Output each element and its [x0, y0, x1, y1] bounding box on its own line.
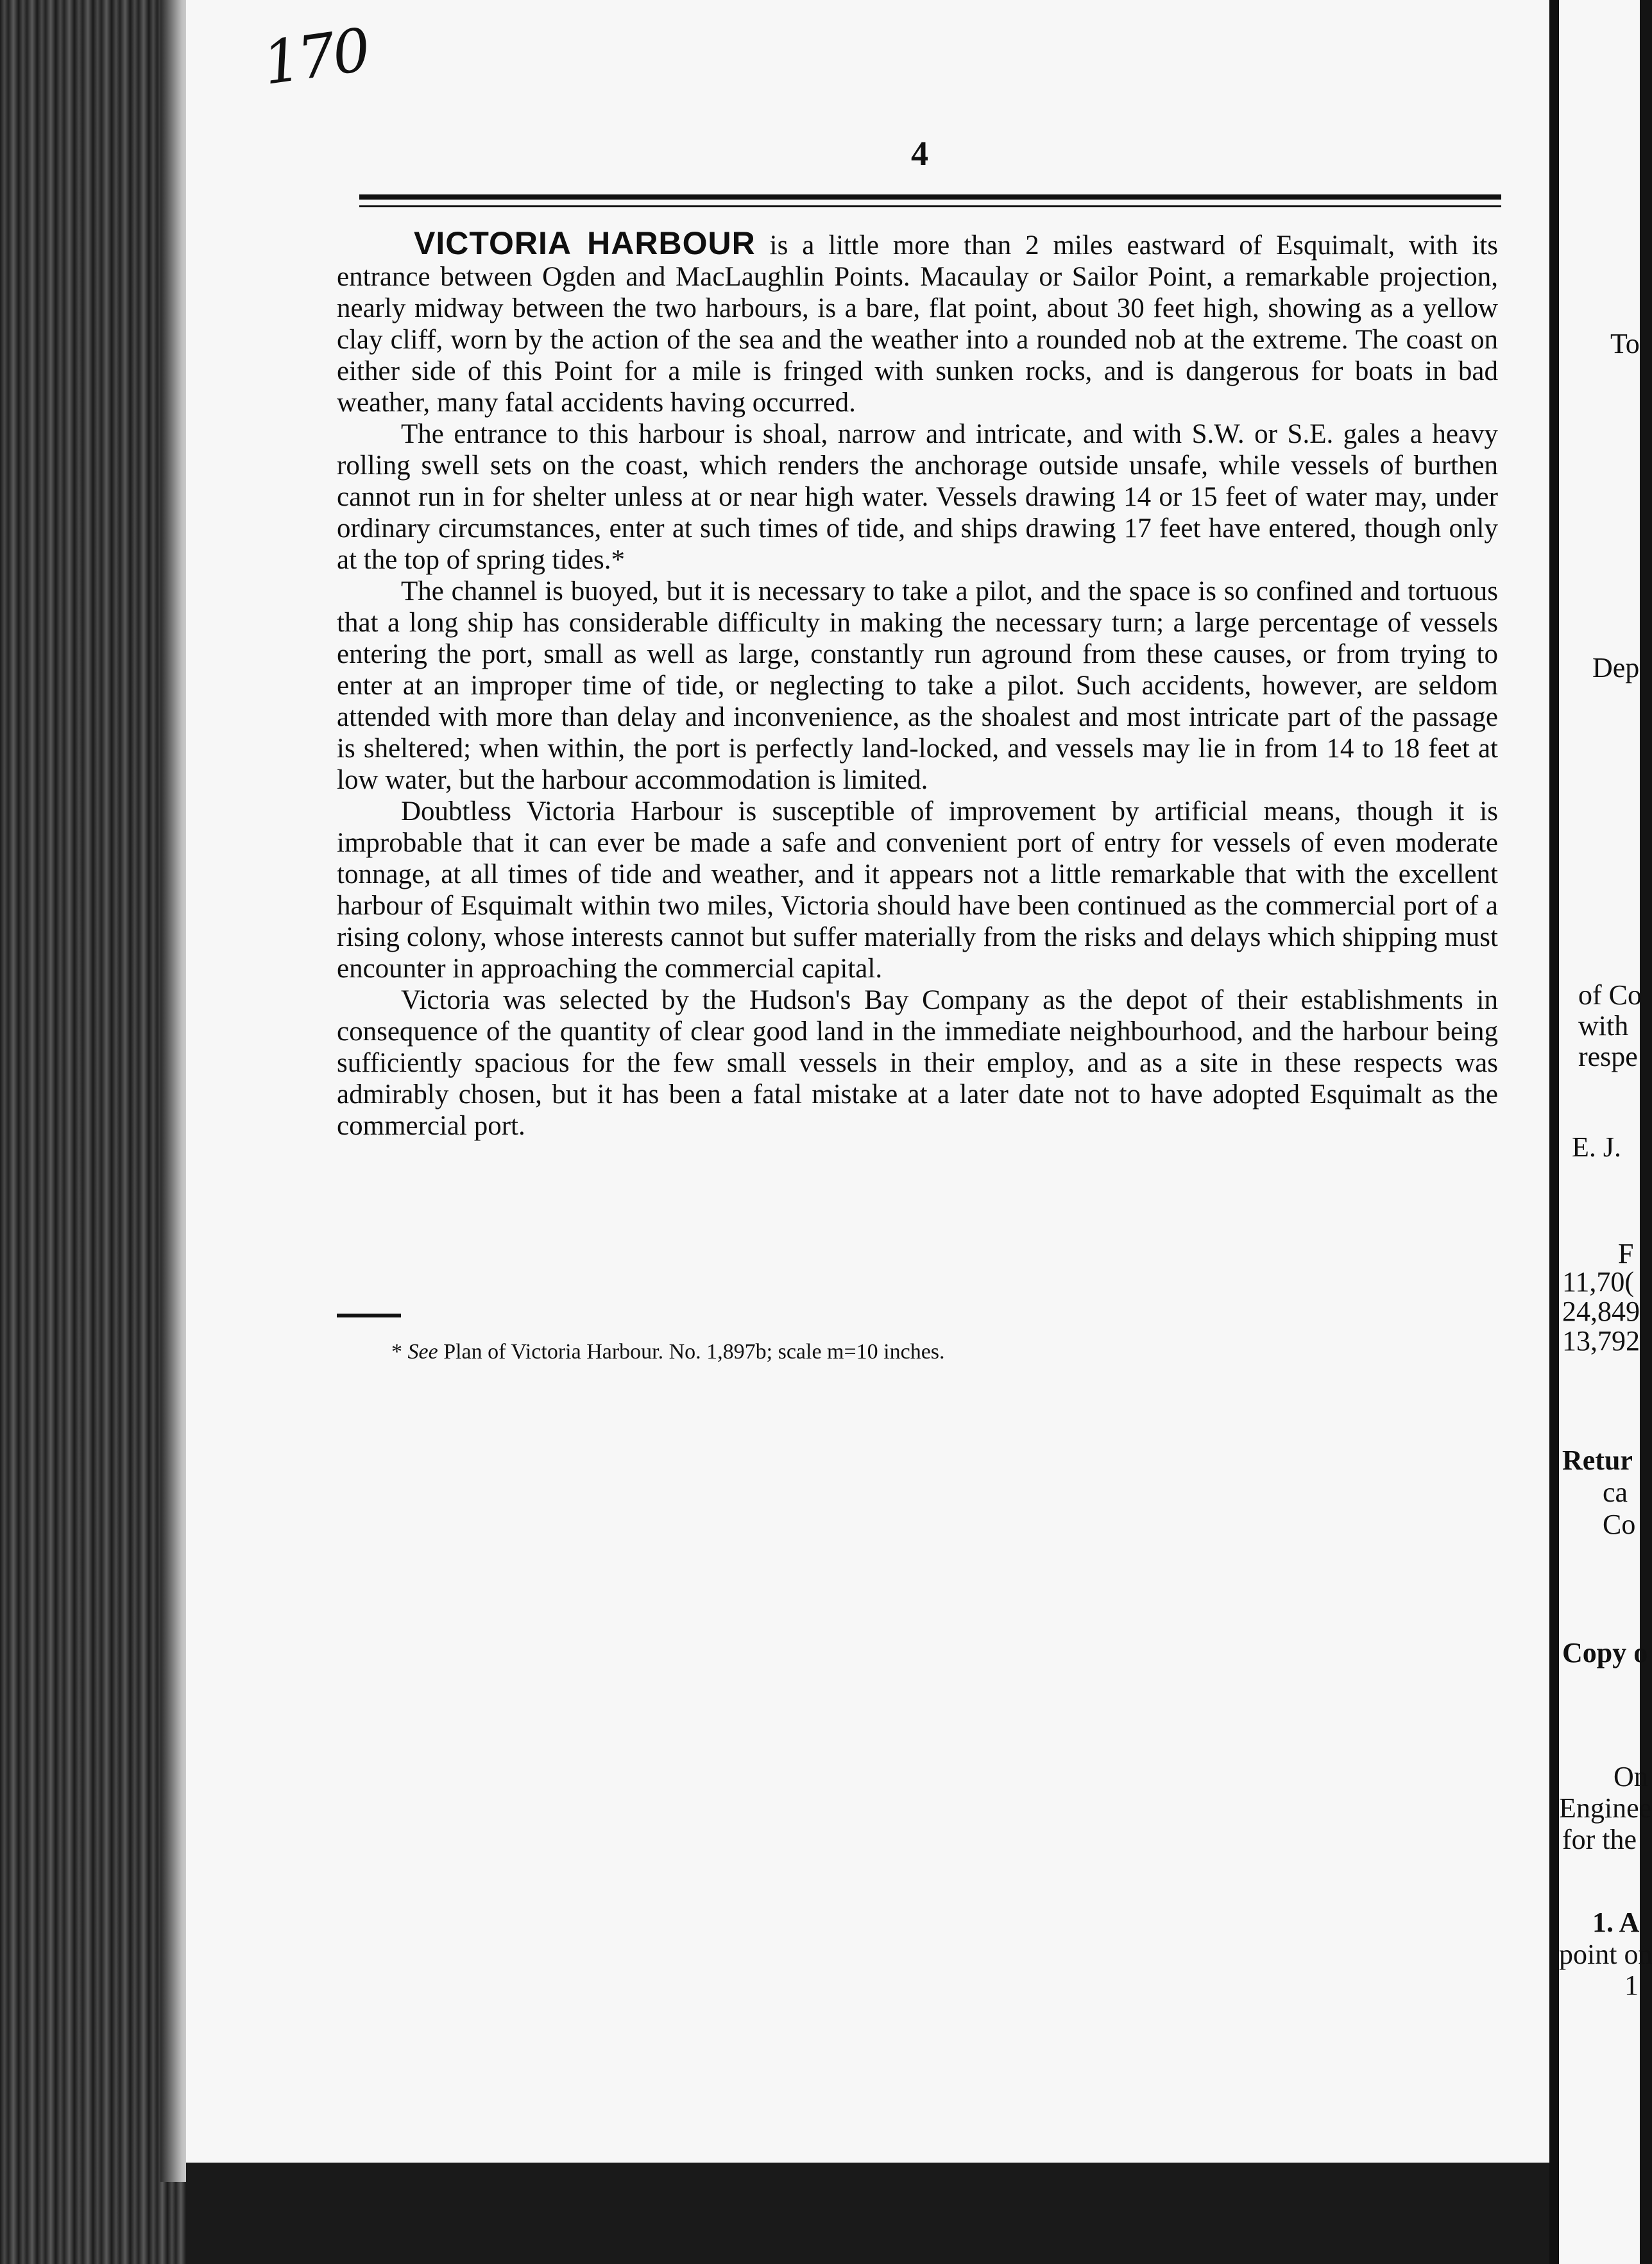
next-page-fragment: of Co [1578, 979, 1642, 1011]
next-page-fragment: with [1578, 1010, 1629, 1042]
next-page-fragment: point on [1559, 1939, 1652, 1970]
footnote-marker: * [391, 1340, 408, 1364]
printed-page-number: 4 [911, 134, 928, 173]
page-gutter [1549, 0, 1559, 2264]
next-page-fragment: 24,849 [1562, 1296, 1640, 1327]
next-page [1559, 0, 1652, 2264]
handwritten-page-number: 170 [259, 15, 373, 98]
footnote [391, 1340, 945, 1364]
next-page-fragment: respe [1578, 1041, 1638, 1072]
article-body [337, 225, 1498, 1142]
paragraph-1 [337, 225, 1498, 418]
page-bottom-shadow [186, 2163, 1549, 2264]
footnote-see: See [407, 1340, 438, 1364]
footnote-rule [337, 1314, 401, 1317]
header-rule-thin [359, 205, 1501, 207]
footnote-text: Plan of Victoria Harbour. No. 1,897b; scale m=10 inches. [438, 1340, 945, 1364]
book-binding [0, 0, 186, 2264]
header-rule-thick [359, 194, 1501, 200]
next-page-fragment: Dep [1592, 652, 1640, 683]
next-page-fragment: 13,792 [1562, 1325, 1640, 1357]
next-page-fragment: Retur [1562, 1445, 1633, 1476]
paragraph-5: Victoria was selected by the Hudson's Bay Company as the depot of their establishments in consequence of the quantity of clear good land in the immediate neighbourhood, and the harbour being sufficiently spacious for the few small vessels in their employ, and as a site in these respects was admirably chosen, but it has been a fatal mistake at a later date not to have adopted Esquimalt as the commercial port. [337, 985, 1498, 1141]
next-page-fragment: for the [1562, 1824, 1637, 1855]
next-page-fragment: Enginee [1559, 1792, 1652, 1824]
next-page-fragment: 1. A [1592, 1907, 1640, 1938]
next-page-fragment: E. J. [1572, 1131, 1621, 1163]
next-page-fragment: On [1614, 1761, 1648, 1792]
paragraph-3: The channel is buoyed, but it is necessary to take a pilot, and the space is so confined and tortuous that a long ship has considerable difficulty in making the necessary turn; a large percentage of vessels entering the port, small as well as large, constantly run aground from these causes, or from trying to enter at an improper time of tide, or neglecting to take a pilot. Such accidents, however, are seldom attended with more than delay and inconvenience, as the shoalest and most intricate part of the passage is sheltered; when within, the port is perfectly land-locked, and vessels may lie in from 14 to 18 feet at low water, but the harbour accommodation is limited. [337, 576, 1498, 795]
next-page-fragment: 1 [1624, 1969, 1639, 2001]
paragraph-2: The entrance to this harbour is shoal, narrow and intricate, and with S.W. or S.E. gales a heavy rolling swell sets on the coast, which renders the anchorage outside unsafe, while vessels of burthen cannot run in for shelter unless at or near high water. Vessels drawing 14 or 15 feet of water may, under ordinary circumstances, enter at such times of tide, and ships drawing 17 feet have entered, though only at the top of spring tides.* [337, 419, 1498, 575]
next-page-fragment: ca [1603, 1477, 1628, 1508]
next-page-fragment: Copy o [1562, 1637, 1648, 1668]
next-page-fragment: To [1610, 328, 1640, 359]
next-page-fragment: 11,70( [1562, 1266, 1635, 1298]
paragraph-text: is a little more than 2 miles eastward of Esquimalt, with its entrance between Ogden and MacLaughlin Points. Macaulay or Sailor Point, a remarkable projection, nearly midway between the two harbours, is a bare, flat point, about 30 feet high, showing as a yellow clay cliff, worn by the action of the sea and the weather into a rounded nob at the extreme. The coast on either side of this Point for a mile is fringed with sunken rocks, and is dangerous for boats in bad weather, many fatal accidents having occurred. [337, 230, 1498, 418]
next-page-fragment: Co [1603, 1509, 1636, 1540]
paragraph-4: Doubtless Victoria Harbour is susceptible of improvement by artificial means, though it is improbable that it can ever be made a safe and convenient port of entry for vessels of even moderate tonnage, at all times of tide and weather, and it appears not a little remarkable that with the excellent harbour of Esquimalt within two miles, Victoria should have been continued as the commercial port of a rising colony, whose interests cannot but suffer materially from the risks and delays which shipping must encounter in approaching the commercial capital. [337, 796, 1498, 984]
lead-heading: VICTORIA HARBOUR [414, 225, 756, 261]
next-page-fragment: F [1618, 1238, 1634, 1269]
